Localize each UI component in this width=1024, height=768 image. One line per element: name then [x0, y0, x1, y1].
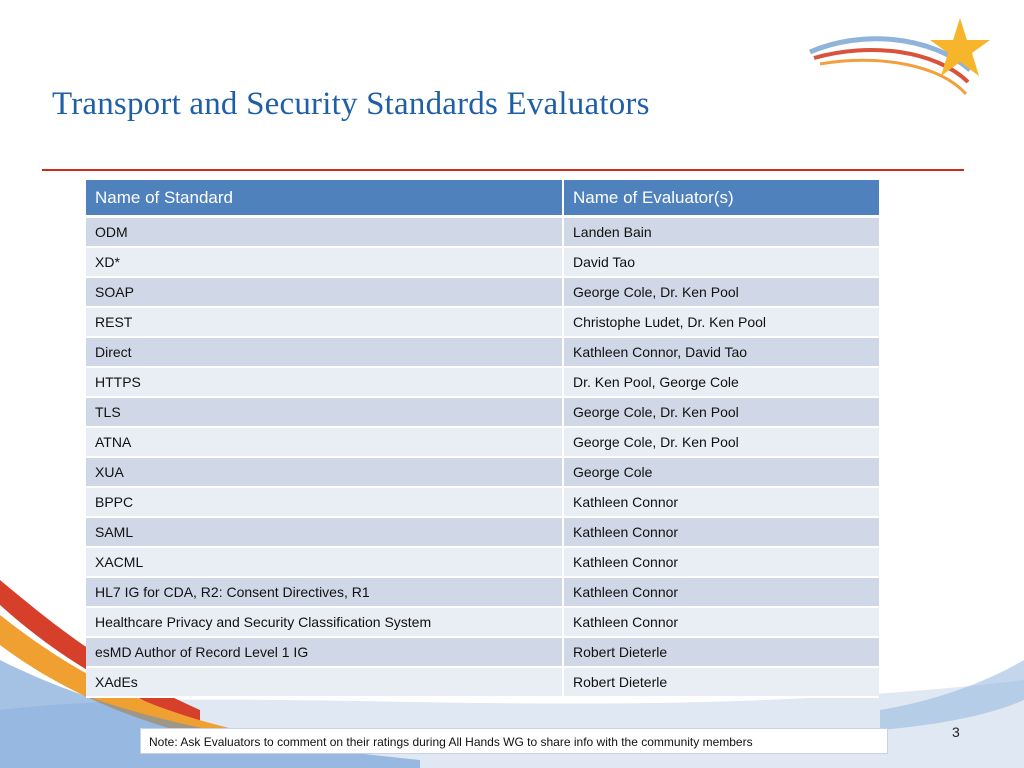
table-row [86, 247, 879, 277]
table-row [86, 487, 879, 517]
slide-title: Transport and Security Standards Evaluators [52, 86, 650, 122]
evaluator-cell: Kathleen Connor [563, 577, 879, 607]
table-row [86, 427, 879, 457]
standard-cell: XD* [86, 247, 563, 277]
table-row [86, 517, 879, 547]
table-row [86, 217, 879, 248]
standard-cell: Healthcare Privacy and Security Classification System [86, 607, 563, 637]
evaluator-cell: Landen Bain [563, 217, 879, 248]
table-row [86, 457, 879, 487]
table-row [86, 277, 879, 307]
standard-cell: BPPC [86, 487, 563, 517]
standard-cell: HTTPS [86, 367, 563, 397]
standard-cell: HL7 IG for CDA, R2: Consent Directives, R1 [86, 577, 563, 607]
table-row [86, 397, 879, 427]
title-divider [42, 169, 964, 171]
standard-cell: TLS [86, 397, 563, 427]
table-row [86, 547, 879, 577]
standard-cell: esMD Author of Record Level 1 IG [86, 637, 563, 667]
table-row [86, 577, 879, 607]
standard-cell: XAdEs [86, 667, 563, 697]
evaluator-cell: Kathleen Connor [563, 547, 879, 577]
standard-cell: ATNA [86, 427, 563, 457]
evaluator-cell: Christophe Ludet, Dr. Ken Pool [563, 307, 879, 337]
table-row [86, 307, 879, 337]
table-row [86, 607, 879, 637]
evaluator-cell: Robert Dieterle [563, 667, 879, 697]
table-row [86, 667, 879, 697]
page-number: 3 [952, 724, 960, 740]
table-row [86, 337, 879, 367]
table-row [86, 637, 879, 667]
evaluator-cell: David Tao [563, 247, 879, 277]
star-icon [930, 18, 990, 76]
header-name-of-evaluators: Name of Evaluator(s) [563, 180, 879, 217]
standard-cell: XACML [86, 547, 563, 577]
standard-cell: XUA [86, 457, 563, 487]
evaluator-cell: Robert Dieterle [563, 637, 879, 667]
logo-swoosh-star [800, 10, 1000, 110]
evaluator-cell: Kathleen Connor [563, 487, 879, 517]
note-box: Note: Ask Evaluators to comment on their ratings during All Hands WG to share info with the community members [140, 728, 888, 754]
standard-cell: SOAP [86, 277, 563, 307]
evaluator-cell: Kathleen Connor [563, 517, 879, 547]
standards-table-container [86, 180, 879, 698]
evaluator-cell: Kathleen Connor [563, 607, 879, 637]
table-row [86, 367, 879, 397]
evaluator-cell: Kathleen Connor, David Tao [563, 337, 879, 367]
table-header-row [86, 180, 879, 217]
standards-table [86, 180, 879, 698]
standard-cell: Direct [86, 337, 563, 367]
standard-cell: ODM [86, 217, 563, 248]
standard-cell: SAML [86, 517, 563, 547]
evaluator-cell: George Cole, Dr. Ken Pool [563, 397, 879, 427]
evaluator-cell: George Cole, Dr. Ken Pool [563, 277, 879, 307]
header-name-of-standard: Name of Standard [86, 180, 563, 217]
evaluator-cell: George Cole [563, 457, 879, 487]
evaluator-cell: George Cole, Dr. Ken Pool [563, 427, 879, 457]
standard-cell: REST [86, 307, 563, 337]
evaluator-cell: Dr. Ken Pool, George Cole [563, 367, 879, 397]
